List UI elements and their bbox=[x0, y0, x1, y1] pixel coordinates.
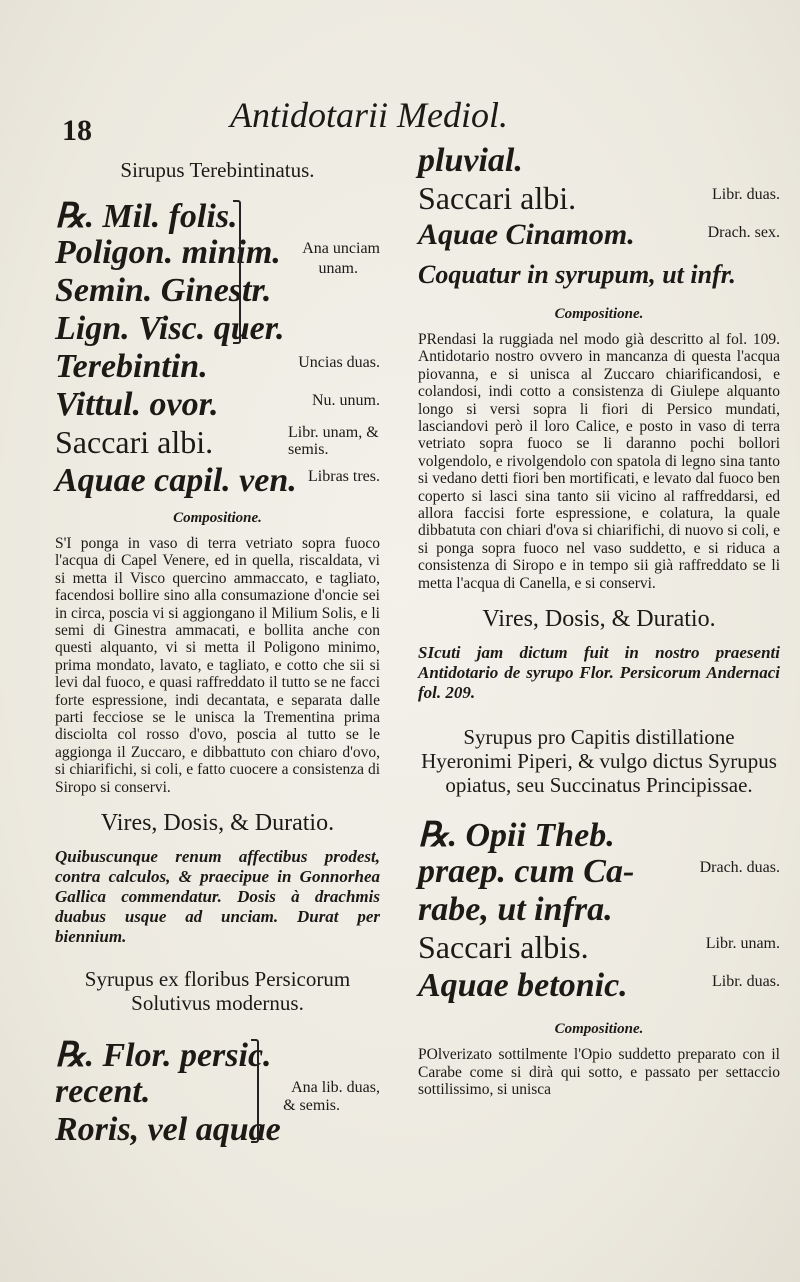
running-head: Antidotarii Mediol. bbox=[230, 95, 508, 135]
composition-text: PRendasi la ruggiada nel modo già descritto al fol. 109. Antidotario nostro ovvero in mancanza di questa l'acqua piovanna, e si unisca al Zuccaro chiarificandosi, e colandosi, indi cotto a consistenza di Giulepe alquanto longo si versi sopra li fiori di Persico mundati, lasciandovi però il loro Calice, e posto in vaso di terra vetriato sopra fuoco se li daranno pochi bollori volgendolo, e rivolgendolo con spatola di legno sina tanto si vedano detti fiori ben mortificati, e levato dal fuoco ben coperto si lasci sina tanto sii vicino al raffreddarsi, ed allora faccisi forte espressione, e colatura, la quale dibbatuta con chiari d'ova si chiarifichi, di nuovo si coli, e si ponga sopra fuoco nel vaso suddetto, e si riduca a consistenza di Siropo e in tempo sii già raffreddato se li metta l'acqua di Canella, e si conservi. bbox=[418, 331, 780, 592]
ingredient-name: Aquae betonic. bbox=[418, 967, 628, 1005]
ingredient-name: recent. bbox=[55, 1073, 151, 1111]
ingredient-row bbox=[55, 1035, 380, 1073]
composition-heading: Compositione. bbox=[554, 306, 644, 322]
ingredient-row bbox=[55, 462, 380, 500]
ingredient-name: praep. cum Ca- bbox=[418, 853, 635, 891]
brace bbox=[233, 200, 241, 344]
vires-text: SIcuti jam dictum fuit in nostro praesenti Antidotario de syrupo Flor. Persicorum Andernaci fol. 209. bbox=[418, 643, 780, 703]
ingredient-name: rabe, ut infra. bbox=[418, 891, 613, 929]
vires-heading: Vires, Dosis, & Duratio. bbox=[482, 606, 716, 633]
ingredient-list bbox=[55, 1035, 380, 1149]
ingredient-name: Roris, vel aquae bbox=[55, 1111, 281, 1149]
ingredient-qty: Ana unciam bbox=[302, 240, 380, 257]
ingredient-qty: Libr. duas. bbox=[712, 186, 780, 203]
ingredient-row bbox=[55, 1097, 380, 1149]
ingredient-list bbox=[418, 142, 780, 256]
ingredient-row bbox=[55, 386, 380, 424]
ingredient-row bbox=[55, 424, 380, 462]
vires-heading: Vires, Dosis, & Duratio. bbox=[100, 810, 335, 837]
ingredient-name: Poligon. minim. bbox=[55, 234, 281, 271]
composition-text: S'I ponga in vaso di terra vetriato sopra fuoco l'acqua di Capel Venere, ed in quella, riscaldata, vi si metta il Visco quercino ammaccato, e tagliato, facendosi bollire sino alla consumazione d'oncie sei in circa, poscia vi si aggiongano il Milium Solis, e li semi di Ginestra ammacati, e bollita anche con questi alquanto, vi si metta il Poligono minimo, prima mondato, lavato, e tagliato, e cotto che sii si levi dal fuoco, e quasi raffreddato il tutto se ne facci forte espressione, indi decantata, e separata dalle parti fecciose se le unisca la Trementina prima disciolta col rosso d'ovo, poscia al tutto se le aggionga il Zuccaro, e dibbattuto con chiaro d'ovo, si chiarifichi, si coli, e fatto cuocere a consistenza di Siropo si conservi. bbox=[55, 535, 380, 796]
ingredient-name: Semin. Ginestr. bbox=[55, 272, 272, 309]
page-header bbox=[0, 94, 800, 147]
ingredient-name: Lign. Visc. quer. bbox=[55, 310, 285, 347]
ingredient-name: Saccari albi. bbox=[418, 180, 577, 216]
ingredient-row bbox=[418, 142, 780, 180]
ingredient-row bbox=[55, 260, 380, 310]
ingredient-row bbox=[418, 853, 780, 891]
page-number: 18 bbox=[62, 114, 92, 147]
ingredient-name: Saccari albis. bbox=[418, 929, 589, 966]
ingredient-qty: Libr. unam, & semis. bbox=[288, 424, 379, 458]
ingredient-name: ℞. Mil. folis. bbox=[55, 198, 238, 235]
right-column bbox=[418, 142, 780, 1098]
ingredient-row bbox=[418, 929, 780, 967]
ingredient-qty: Drach. duas. bbox=[699, 859, 780, 877]
coquatur-line: Coquatur in syrupum, ut infr. bbox=[418, 260, 736, 289]
ingredient-row bbox=[55, 348, 380, 386]
ingredient-name: Vittul. ovor. bbox=[55, 386, 219, 423]
vires-text: Quibuscunque renum affectibus prodest, contra calculos, & praecipue in Gonnorhea Gallica commendatur. Dosis à drachmis duabus usque ad unciam. Durat per biennium. bbox=[55, 847, 380, 947]
ingredient-row bbox=[55, 310, 380, 348]
ingredient-qty: Libr. duas. bbox=[712, 973, 780, 991]
ingredient-row bbox=[418, 967, 780, 1005]
ingredient-row bbox=[55, 196, 380, 234]
ingredient-qty: Libras tres. bbox=[308, 468, 380, 485]
ingredient-list bbox=[418, 815, 780, 1005]
ingredient-row bbox=[418, 180, 780, 218]
ingredient-name: Aquae capil. ven. bbox=[55, 462, 297, 499]
ingredient-qty: Ana lib. duas, bbox=[291, 1079, 380, 1097]
recipe-title: Syrupus pro Capitis distillatione Hyeronimi Piperi, & vulgo dictus Syrupus opiatus, seu Succinatus Principissae. bbox=[421, 725, 777, 798]
ingredient-qty: unam. bbox=[318, 260, 358, 277]
recipe-title: Syrupus ex floribus Persicorum Solutivus modernus. bbox=[84, 967, 351, 1016]
ingredient-qty: Drach. sex. bbox=[707, 224, 780, 241]
ingredient-qty: Nu. unum. bbox=[312, 392, 380, 409]
ingredient-qty: Uncias duas. bbox=[298, 354, 380, 371]
recipe-title: Sirupus Terebintinatus. bbox=[120, 158, 315, 182]
composition-heading: Compositione. bbox=[554, 1021, 644, 1038]
ingredient-list bbox=[55, 196, 380, 500]
ingredient-name: Saccari albi. bbox=[55, 424, 214, 460]
ingredient-name: ℞. Opii Theb. bbox=[418, 817, 615, 855]
ingredient-row bbox=[418, 891, 780, 929]
ingredient-name: Aquae Cinamom. bbox=[418, 218, 635, 251]
ingredient-name: pluvial. bbox=[418, 142, 523, 179]
ingredient-qty: & semis. bbox=[283, 1097, 340, 1115]
left-column bbox=[55, 158, 380, 1149]
ingredient-name: Terebintin. bbox=[55, 348, 208, 385]
composition-text: POlverizato sottilmente l'Opio suddetto preparato con il Carabe come si dirà qui sotto, e passato per settaccio sottilissimo, si unisca bbox=[418, 1046, 780, 1098]
brace bbox=[251, 1039, 259, 1143]
ingredient-qty: Libr. unam. bbox=[705, 935, 780, 953]
ingredient-name: ℞. Flor. persic. bbox=[55, 1037, 272, 1075]
ingredient-row bbox=[418, 815, 780, 853]
ingredient-row bbox=[418, 218, 780, 256]
composition-heading: Compositione. bbox=[173, 510, 262, 526]
